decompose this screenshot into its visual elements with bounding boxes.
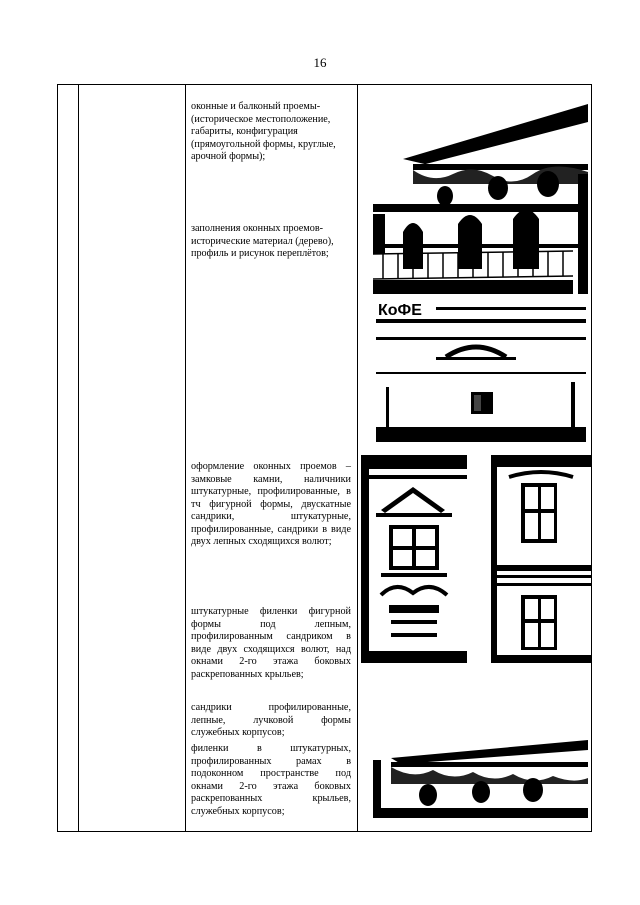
text-sill-panels: филенки в штукатурных, профилированных рамах в подоконном пространстве под окнами 2-го этажа боковых раскрепованных крыльев, служебных корпусов; — [191, 743, 351, 817]
features-table — [57, 84, 592, 832]
text-window-decor: оформление оконных проемов – замковые камни, наличники штукатурные, профилированные, в тч фигурной формы, двускатные сандрики, штукатурные, профилированные, сандрики в виде двух лепных сходящихся волют; — [191, 461, 351, 547]
column-divider — [357, 85, 358, 831]
photo-cornice-oval-windows — [373, 740, 588, 818]
photo-facade-balcony — [373, 104, 588, 294]
shop-sign-text: КоФЕ — [378, 302, 422, 319]
column-divider — [78, 85, 79, 831]
photo-windows-cornice — [491, 455, 591, 663]
page-number: 16 — [313, 55, 327, 70]
text-sandriks-service: сандрики профилированные, лепные, лучковой формы служебных корпусов; — [191, 702, 351, 738]
text-window-openings: оконные и балконый проемы- (историческое местоположение, габариты, конфигурация (прямоугольной формы, круглые, арочной формы); — [191, 101, 336, 162]
text-window-fillings: заполнения оконных проемов- исторические материал (дерево), профиль и рисунок переплётов; — [191, 223, 334, 259]
column-divider — [185, 85, 186, 831]
photo-window-triangular-sandrik — [361, 455, 467, 663]
text-plaster-panels: штукатурные филенки фигурной формы под лепным, профилированным сандриком в виде двух сходящихся волют, над окнами 2-го этажа боковых раскрепованных крыльев; — [191, 606, 351, 680]
photo-shop-facade — [376, 297, 586, 442]
